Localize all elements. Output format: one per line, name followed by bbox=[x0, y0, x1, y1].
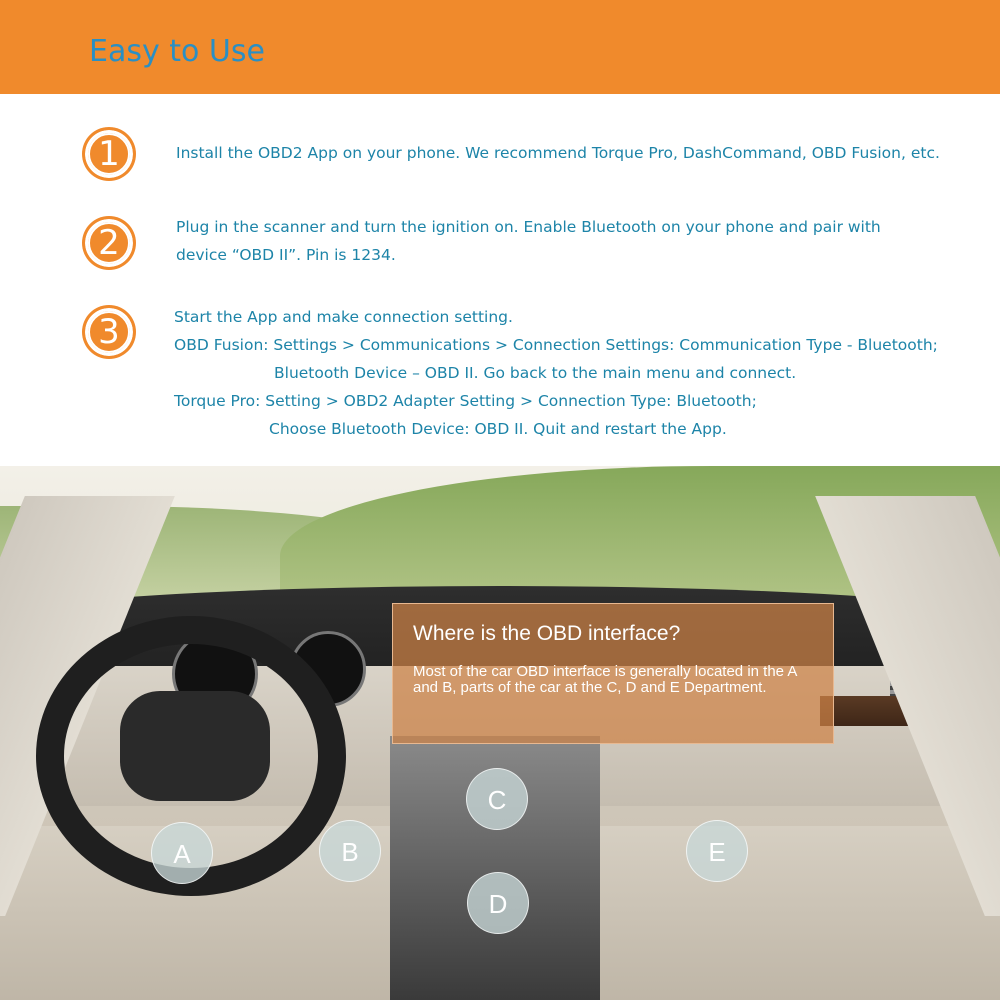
step-2-text bbox=[176, 213, 881, 269]
info-box-body: Most of the car OBD interface is generally located in the A and B, parts of the car at the C, D and E Department. bbox=[413, 663, 797, 696]
step-3-number-icon: 3 bbox=[83, 306, 135, 358]
step-1-number-icon: 1 bbox=[83, 128, 135, 180]
step-2-number-icon: 2 bbox=[83, 217, 135, 269]
step-3-line-3: Bluetooth Device – OBD II. Go back to the main menu and connect. bbox=[274, 364, 797, 382]
step-1-line-1: Install the OBD2 App on your phone. We recommend Torque Pro, DashCommand, OBD Fusion, etc. bbox=[176, 144, 940, 162]
step-2-line-2: device “OBD II”. Pin is 1234. bbox=[176, 246, 396, 264]
header-banner bbox=[0, 0, 1000, 94]
step-3-line-4: Torque Pro: Setting > OBD2 Adapter Setting > Connection Type: Bluetooth; bbox=[174, 392, 757, 410]
marker-b: B bbox=[319, 820, 381, 882]
step-3-line-5: Choose Bluetooth Device: OBD II. Quit and restart the App. bbox=[269, 420, 727, 438]
marker-d: D bbox=[467, 872, 529, 934]
obd-info-box bbox=[392, 603, 834, 744]
step-2-line-1: Plug in the scanner and turn the ignition on. Enable Bluetooth on your phone and pair with bbox=[176, 218, 881, 236]
marker-e: E bbox=[686, 820, 748, 882]
step-1-text bbox=[176, 139, 940, 167]
marker-a: A bbox=[151, 822, 213, 884]
step-3-text bbox=[174, 303, 938, 443]
steering-wheel-hub bbox=[120, 691, 270, 801]
info-box-title: Where is the OBD interface? bbox=[413, 622, 681, 645]
marker-c: C bbox=[466, 768, 528, 830]
page-title: Easy to Use bbox=[89, 34, 265, 69]
step-3-line-2: OBD Fusion: Settings > Communications > Connection Settings: Communication Type - Bluetooth; bbox=[174, 336, 938, 354]
step-3-line-1: Start the App and make connection setting. bbox=[174, 308, 513, 326]
